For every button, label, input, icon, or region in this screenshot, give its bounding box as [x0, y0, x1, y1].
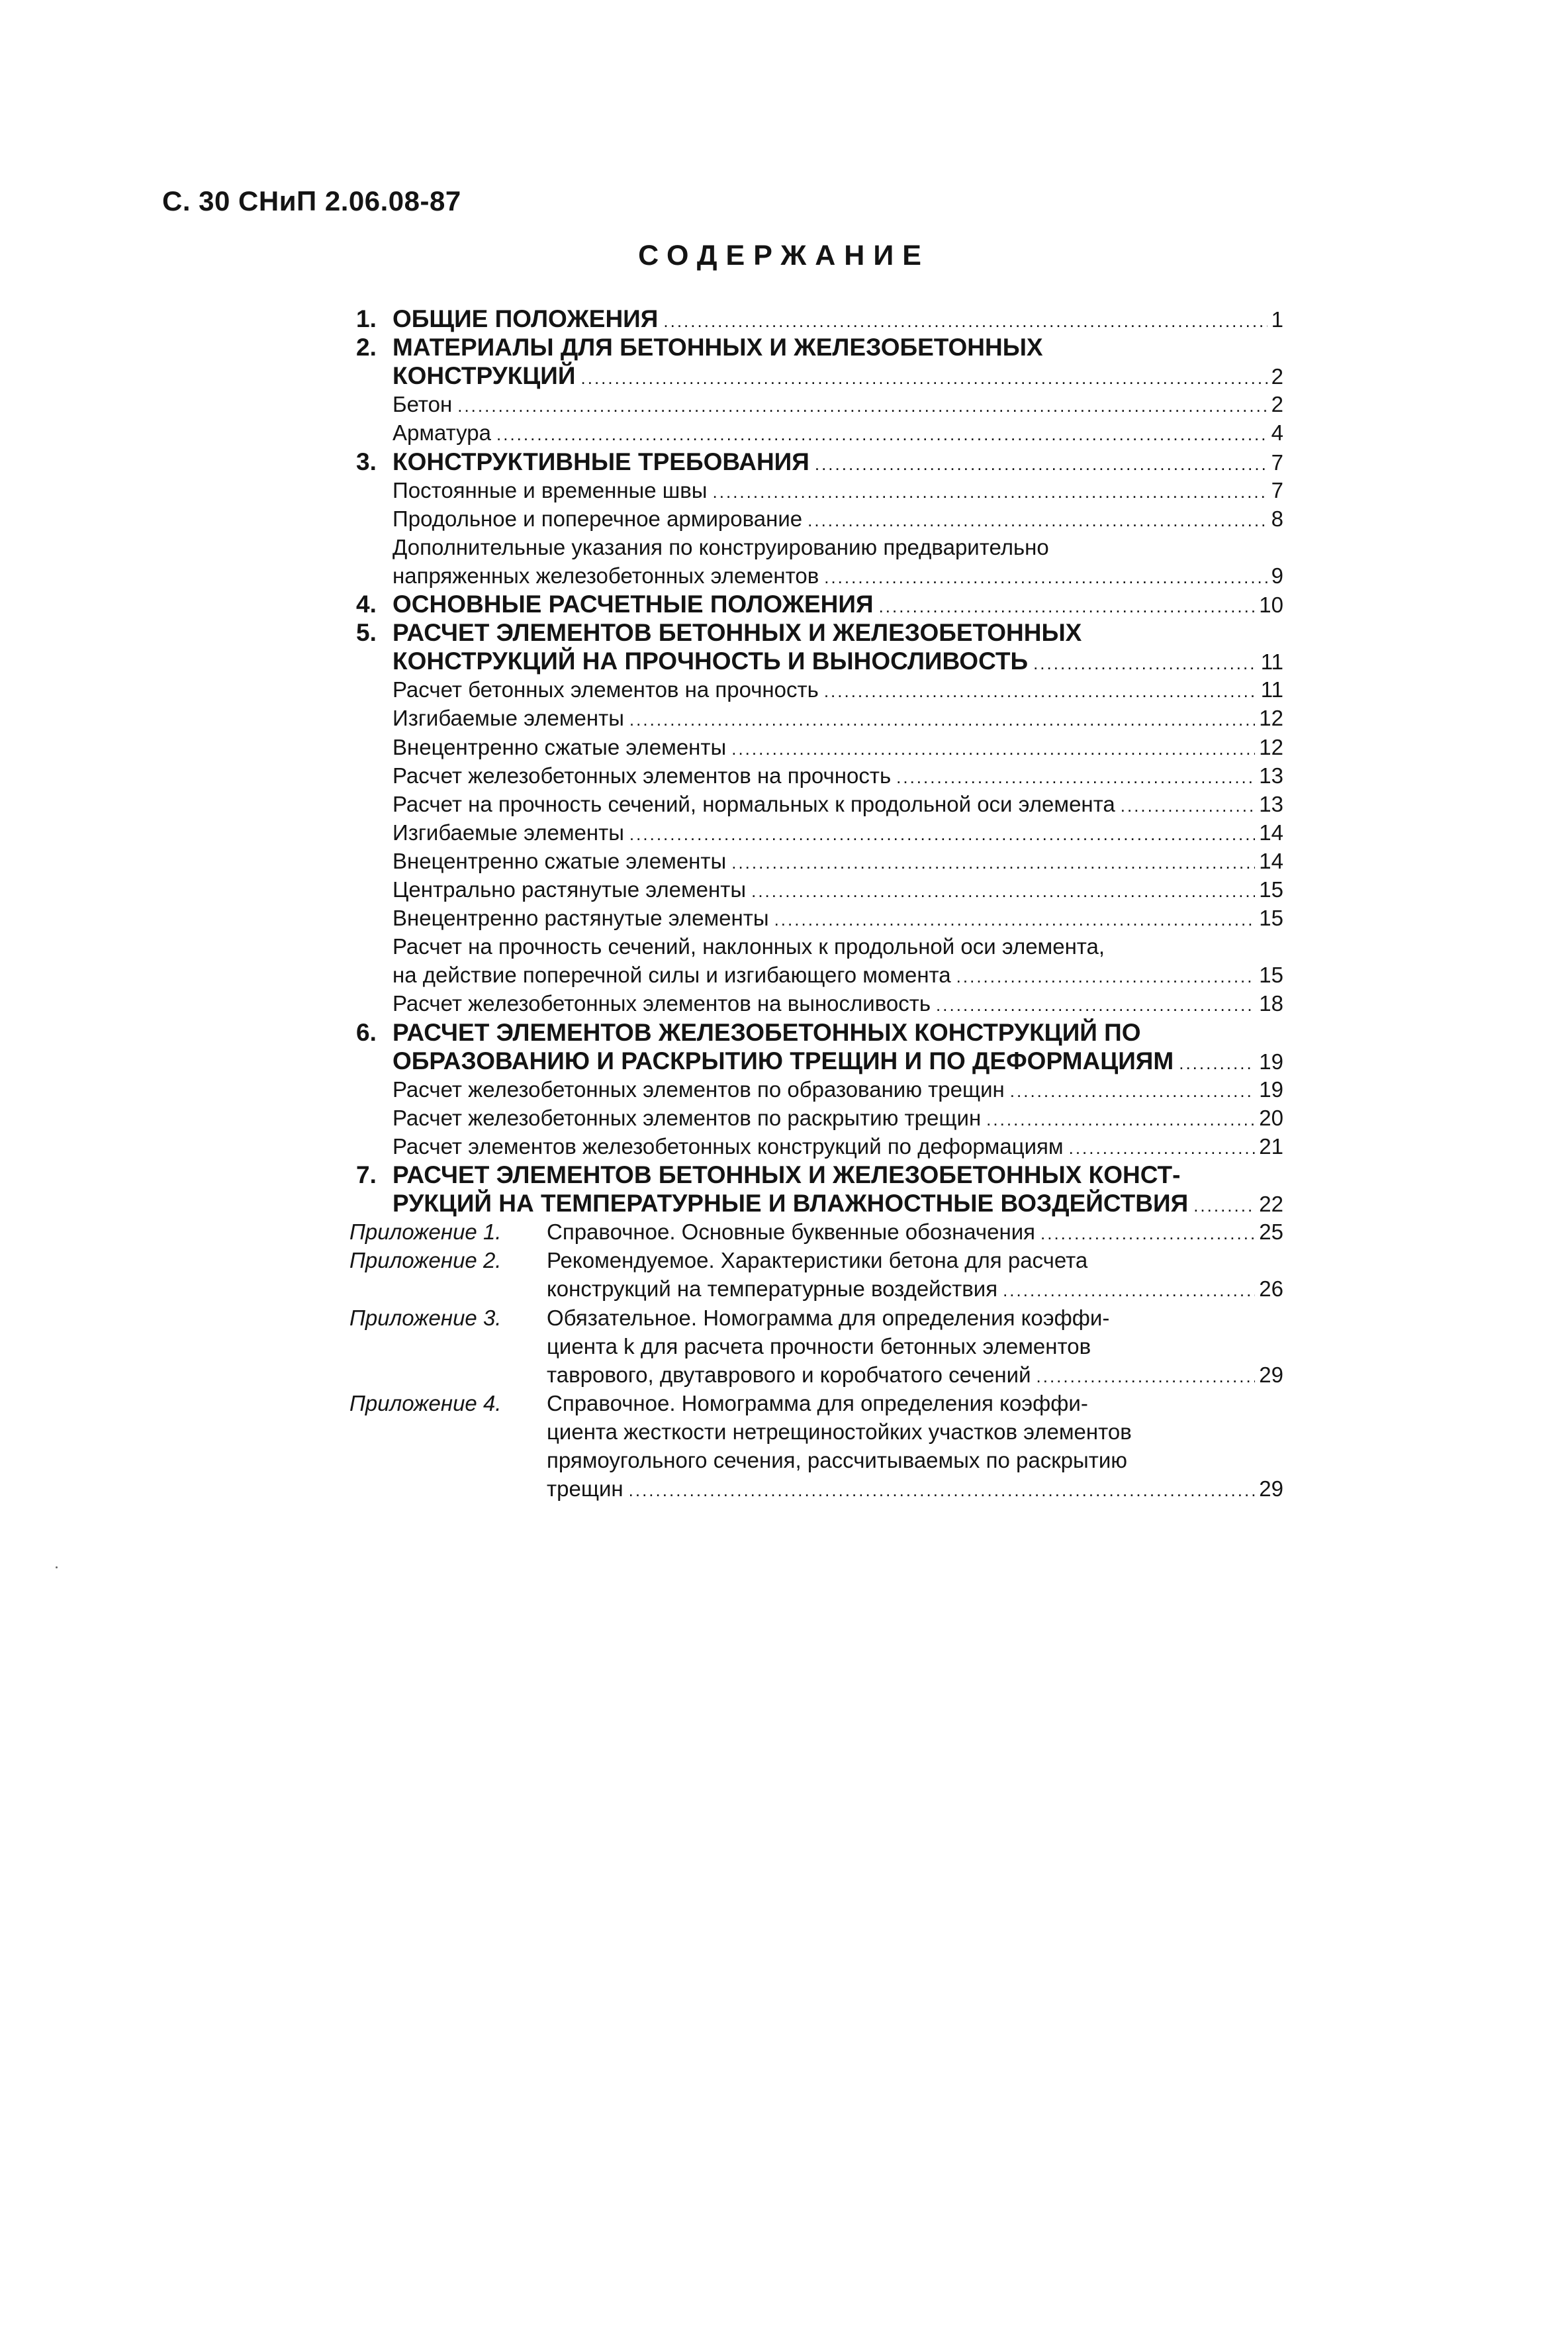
- page-number: 4: [1271, 420, 1283, 445]
- toc-entry: [0, 1047, 1568, 1076]
- entry-line: [547, 1332, 1091, 1361]
- appendix-title: прямоугольного сечения, рассчитываемых по раскрытию: [547, 1448, 1127, 1472]
- page-number: 29: [1259, 1476, 1283, 1501]
- appendix-title: циента жесткости нетрещиностойких участков элементов: [547, 1419, 1132, 1444]
- toc-entry: [0, 647, 1568, 676]
- entry-line: [392, 448, 1283, 477]
- page-number: 20: [1259, 1106, 1283, 1130]
- dot-leader: [629, 1474, 1256, 1505]
- page-number: 18: [1259, 991, 1283, 1016]
- toc-entry: [0, 361, 1568, 391]
- page-number: 19: [1259, 1077, 1283, 1102]
- toc-entry: [0, 1304, 1568, 1333]
- entry-line: [392, 1132, 1283, 1161]
- dot-leader: [956, 961, 1256, 991]
- toc-entry: [0, 875, 1568, 904]
- page-number: 19: [1259, 1049, 1283, 1074]
- page-header: С. 30 СНиП 2.06.08-87: [162, 185, 461, 216]
- dot-leader: [457, 390, 1267, 420]
- toc-entry: [0, 476, 1568, 505]
- page-number: 21: [1259, 1134, 1283, 1159]
- subsection-title: Расчет железобетонных элементов по раскрытию трещин: [392, 1106, 982, 1130]
- toc-entry: [0, 932, 1568, 961]
- entry-line: [547, 1274, 1283, 1304]
- toc-entry: [0, 761, 1568, 790]
- dot-leader: [1010, 1075, 1256, 1106]
- appendix-title: трещин: [547, 1476, 623, 1501]
- appendix-title: Обязательное. Номограмма для определения коэффи-: [547, 1306, 1110, 1330]
- entry-line: [547, 1304, 1109, 1333]
- section-title: КОНСТРУКТИВНЫЕ ТРЕБОВАНИЯ: [392, 448, 809, 475]
- entry-line: [547, 1217, 1283, 1247]
- entry-line: [392, 989, 1283, 1018]
- page-number: 12: [1259, 735, 1283, 759]
- section-number: 5.: [356, 619, 377, 646]
- toc-entry: [0, 448, 1568, 477]
- toc-entry: [0, 818, 1568, 847]
- toc-entry: [0, 1332, 1568, 1361]
- toc-entry: [0, 1474, 1568, 1504]
- section-title: ОБЩИЕ ПОЛОЖЕНИЯ: [392, 305, 659, 332]
- appendix-title: Справочное. Основные буквенные обозначения: [547, 1219, 1036, 1244]
- entry-line: [392, 818, 1283, 847]
- dot-leader: [1033, 647, 1257, 678]
- dot-leader: [629, 818, 1255, 849]
- section-number: 3.: [356, 448, 377, 475]
- section-number: 4.: [356, 591, 377, 618]
- appendix-title: таврового, двутаврового и коробчатого сечений: [547, 1362, 1031, 1387]
- section-title: ОСНОВНЫЕ РАСЧЕТНЫЕ ПОЛОЖЕНИЯ: [392, 591, 874, 618]
- dot-leader: [713, 476, 1268, 506]
- entry-line: [547, 1389, 1088, 1418]
- dot-leader: [1193, 1189, 1255, 1220]
- toc-entry: [0, 989, 1568, 1018]
- dot-leader: [581, 361, 1268, 393]
- toc-entry: [0, 675, 1568, 704]
- toc-title: СОДЕРЖАНИЕ: [638, 240, 930, 271]
- dot-leader: [751, 875, 1255, 906]
- subsection-title: Расчет железобетонных элементов на прочность: [392, 763, 892, 788]
- toc-entry: [0, 1075, 1568, 1104]
- toc-entry: [0, 790, 1568, 819]
- toc-entry: [0, 1104, 1568, 1133]
- page-number: 14: [1259, 820, 1283, 845]
- toc-entry: [0, 590, 1568, 619]
- section-title: КОНСТРУКЦИЙ: [392, 362, 576, 389]
- scan-speck: [56, 1566, 58, 1568]
- dot-leader: [896, 761, 1255, 792]
- dot-leader: [496, 418, 1268, 449]
- toc-entry: [0, 1360, 1568, 1390]
- entry-line: [392, 590, 1283, 619]
- section-title: РУКЦИЙ НА ТЕМПЕРАТУРНЫЕ И ВЛАЖНОСТНЫЕ ВОЗДЕЙСТВИЯ: [392, 1190, 1189, 1217]
- toc-entry: [0, 390, 1568, 419]
- page-number: 12: [1259, 706, 1283, 730]
- page-number: 26: [1259, 1276, 1283, 1301]
- entry-line: [392, 761, 1283, 790]
- subsection-title: Продольное и поперечное армирование: [392, 506, 803, 531]
- toc-entry: [0, 904, 1568, 933]
- page-number: 13: [1259, 763, 1283, 788]
- entry-line: [392, 1018, 1141, 1047]
- entry-line: [547, 1417, 1132, 1447]
- dot-leader: [824, 561, 1267, 592]
- entry-line: [392, 904, 1283, 933]
- entry-line: [392, 1189, 1283, 1218]
- page-number: 29: [1259, 1362, 1283, 1387]
- page-number: 14: [1259, 849, 1283, 873]
- dot-leader: [807, 504, 1268, 535]
- subsection-title: Внецентренно растянутые элементы: [392, 906, 769, 930]
- subsection-title: Расчет железобетонных элементов на выносливость: [392, 991, 931, 1016]
- toc-entry: [0, 561, 1568, 591]
- appendix-title: циента k для расчета прочности бетонных элементов: [547, 1334, 1091, 1359]
- entry-line: [392, 647, 1283, 676]
- page-number: 2: [1271, 364, 1283, 389]
- subsection-title: Расчет бетонных элементов на прочность: [392, 677, 819, 702]
- page-number: 15: [1259, 906, 1283, 930]
- entry-line: [392, 561, 1283, 591]
- page-number: 7: [1271, 450, 1283, 475]
- toc-entry: [0, 533, 1568, 562]
- section-number: 1.: [356, 305, 377, 332]
- section-title: КОНСТРУКЦИЙ НА ПРОЧНОСТЬ И ВЫНОСЛИВОСТЬ: [392, 647, 1029, 675]
- entry-line: [392, 961, 1283, 990]
- subsection-title: Расчет на прочность сечений, нормальных к продольной оси элемента: [392, 792, 1115, 816]
- entry-line: [392, 1161, 1180, 1190]
- toc-entry: [0, 1161, 1568, 1190]
- entry-line: [392, 418, 1283, 448]
- subsection-title: Расчет элементов железобетонных конструкций по деформациям: [392, 1134, 1064, 1159]
- section-title: ОБРАЗОВАНИЮ И РАСКРЫТИЮ ТРЕЩИН И ПО ДЕФОРМАЦИЯМ: [392, 1047, 1174, 1074]
- entry-line: [547, 1474, 1283, 1504]
- dot-leader: [774, 904, 1256, 934]
- page-number: 22: [1259, 1192, 1283, 1216]
- page-number: 15: [1259, 963, 1283, 987]
- dot-leader: [815, 448, 1268, 479]
- subsection-title: Расчет железобетонных элементов по образованию трещин: [392, 1077, 1005, 1102]
- toc-entry: [0, 733, 1568, 762]
- appendix-title: конструкций на температурные воздействия: [547, 1276, 998, 1301]
- toc-entry: [0, 1417, 1568, 1447]
- page-number: 1: [1271, 307, 1283, 332]
- entry-line: [392, 704, 1283, 733]
- entry-line: [392, 361, 1283, 391]
- entry-line: [392, 476, 1283, 505]
- entry-line: [547, 1446, 1127, 1475]
- toc-entry: [0, 1189, 1568, 1218]
- entry-line: [392, 1075, 1283, 1104]
- dot-leader: [1069, 1132, 1256, 1163]
- section-title: РАСЧЕТ ЭЛЕМЕНТОВ БЕТОННЫХ И ЖЕЛЕЗОБЕТОННЫХ КОНСТ-: [392, 1161, 1181, 1188]
- page-number: 8: [1271, 506, 1283, 531]
- entry-line: [392, 390, 1283, 419]
- page-number: 15: [1259, 877, 1283, 902]
- toc-entry: [0, 1246, 1568, 1275]
- page-number: 11: [1260, 649, 1283, 674]
- dot-leader: [1037, 1360, 1256, 1391]
- subsection-title: Внецентренно сжатые элементы: [392, 849, 727, 873]
- dot-leader: [663, 305, 1267, 336]
- toc-entry: [0, 618, 1568, 647]
- entry-line: [392, 1047, 1283, 1076]
- dot-leader: [731, 733, 1255, 763]
- dot-leader: [629, 704, 1255, 734]
- entry-line: [392, 618, 1082, 647]
- dot-leader: [986, 1104, 1255, 1134]
- toc-entry: [0, 1274, 1568, 1304]
- section-number: 7.: [356, 1161, 377, 1188]
- entry-line: [392, 305, 1283, 334]
- subsection-title: Расчет на прочность сечений, наклонных к продольной оси элемента,: [392, 934, 1105, 959]
- toc-entry: [0, 961, 1568, 990]
- appendix-title: Рекомендуемое. Характеристики бетона для расчета: [547, 1248, 1088, 1272]
- subsection-title: Изгибаемые элементы: [392, 820, 624, 845]
- subsection-title: напряженных железобетонных элементов: [392, 563, 819, 588]
- dot-leader: [1003, 1274, 1255, 1305]
- page-number: 13: [1259, 792, 1283, 816]
- appendix-label: Приложение 1.: [349, 1219, 502, 1244]
- dot-leader: [731, 847, 1255, 877]
- entry-line: [392, 875, 1283, 904]
- section-title: РАСЧЕТ ЭЛЕМЕНТОВ БЕТОННЫХ И ЖЕЛЕЗОБЕТОННЫХ: [392, 619, 1082, 646]
- subsection-title: Изгибаемые элементы: [392, 706, 624, 730]
- page-number: 10: [1259, 593, 1283, 617]
- toc-entry: [0, 418, 1568, 448]
- subsection-title: Центрально растянутые элементы: [392, 877, 747, 902]
- toc-entry: [0, 847, 1568, 876]
- subsection-title: Внецентренно сжатые элементы: [392, 735, 727, 759]
- appendix-label: Приложение 4.: [349, 1391, 502, 1415]
- page-number: 25: [1259, 1219, 1283, 1244]
- subsection-title: Дополнительные указания по конструированию предварительно: [392, 535, 1049, 559]
- entry-line: [392, 847, 1283, 876]
- toc-entry: [0, 1446, 1568, 1475]
- dot-leader: [824, 675, 1257, 706]
- page-number: 7: [1271, 478, 1283, 502]
- dot-leader: [1040, 1217, 1255, 1248]
- dot-leader: [1121, 790, 1256, 820]
- toc-entry: [0, 1389, 1568, 1418]
- entry-line: [547, 1246, 1087, 1275]
- entry-line: [392, 1104, 1283, 1133]
- entry-line: [392, 675, 1283, 704]
- entry-line: [392, 932, 1105, 961]
- toc-entry: [0, 1132, 1568, 1161]
- subsection-title: Бетон: [392, 392, 453, 416]
- page-number: 9: [1271, 563, 1283, 588]
- entry-line: [392, 504, 1283, 534]
- appendix-label: Приложение 2.: [349, 1248, 502, 1272]
- appendix-label: Приложение 3.: [349, 1306, 502, 1330]
- section-number: 6.: [356, 1019, 377, 1046]
- toc-entry: [0, 704, 1568, 733]
- page-number: 11: [1260, 677, 1283, 702]
- toc-entry: [0, 504, 1568, 534]
- section-number: 2.: [356, 334, 377, 361]
- dot-leader: [1179, 1047, 1255, 1078]
- section-title: МАТЕРИАЛЫ ДЛЯ БЕТОННЫХ И ЖЕЛЕЗОБЕТОННЫХ: [392, 334, 1043, 361]
- entry-line: [392, 733, 1283, 762]
- entry-line: [547, 1360, 1283, 1390]
- toc-entry: [0, 1018, 1568, 1047]
- dot-leader: [879, 590, 1256, 621]
- subsection-title: Арматура: [392, 420, 491, 445]
- section-title: РАСЧЕТ ЭЛЕМЕНТОВ ЖЕЛЕЗОБЕТОННЫХ КОНСТРУКЦИЙ ПО: [392, 1019, 1141, 1046]
- toc-entry: [0, 305, 1568, 334]
- appendix-title: Справочное. Номограмма для определения коэффи-: [547, 1391, 1088, 1415]
- entry-line: [392, 790, 1283, 819]
- entry-line: [392, 333, 1043, 362]
- dot-leader: [936, 989, 1255, 1020]
- toc-entry: [0, 333, 1568, 362]
- toc-entry: [0, 1217, 1568, 1247]
- entry-line: [392, 533, 1049, 562]
- page-number: 2: [1271, 392, 1283, 416]
- subsection-title: на действие поперечной силы и изгибающего момента: [392, 963, 951, 987]
- subsection-title: Постоянные и временные швы: [392, 478, 708, 502]
